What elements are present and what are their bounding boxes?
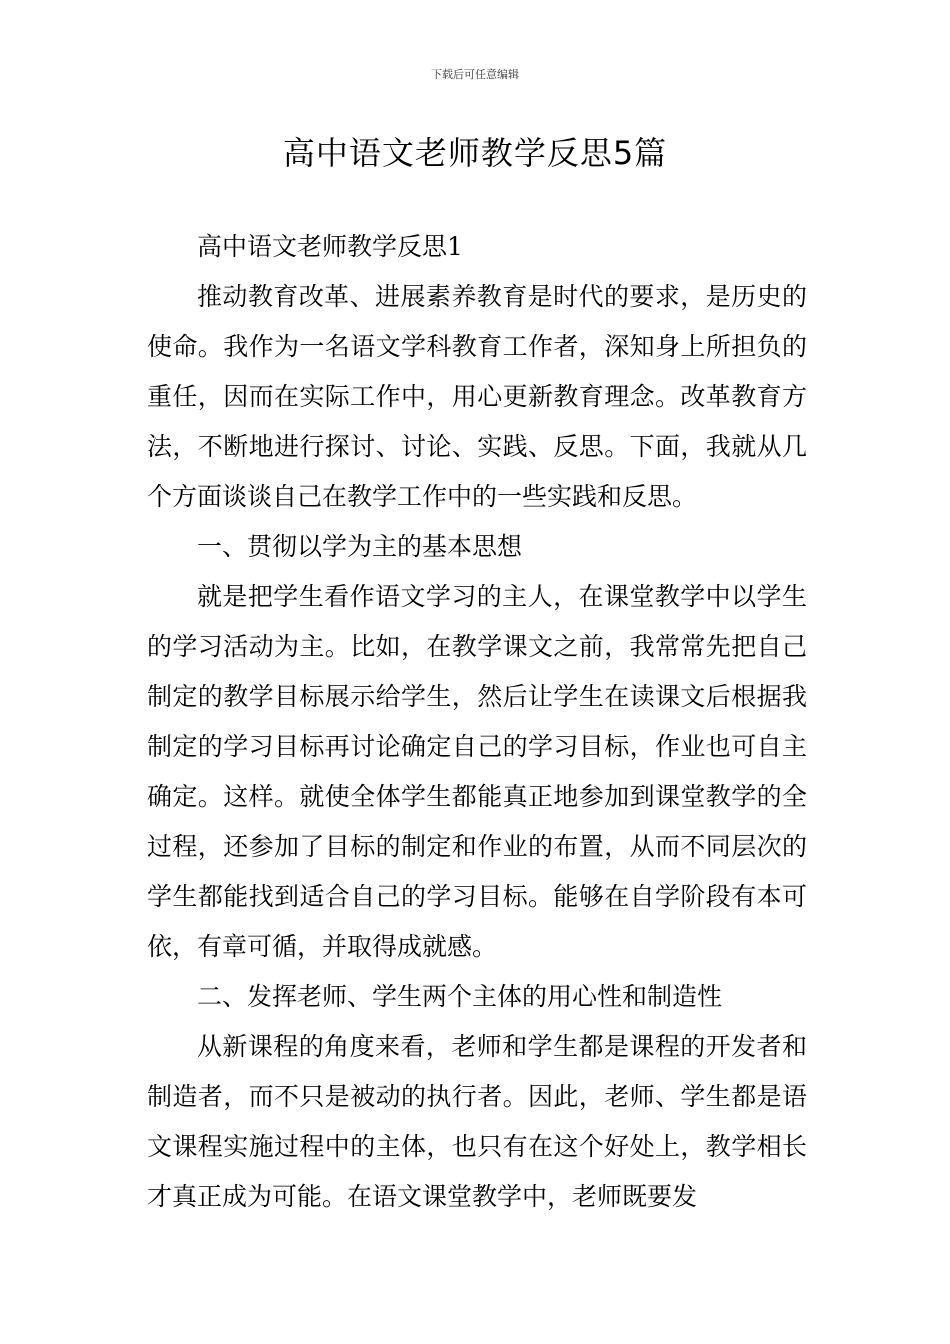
paragraph-point-2: 从新课程的角度来看，老师和学生都是课程的开发者和制造者，而不只是被动的执行者。因此，老师、学生都是语文课程实施过程中的主体，也只有在这个好处上，教学相长才真正成为可能。在语文课堂教学中，老师既要发 [147,1032,807,1211]
paragraph-point-1: 就是把学生看作语文学习的主人，在课堂教学中以学生的学习活动为主。比如，在教学课文之前，我常常先把自己制定的教学目标展示给学生，然后让学生在读课文后根据我制定的学习目标再讨论确定自己的学习目标，作业也可自主确定。这样。就使全体学生都能真正地参加到课堂教学的全过程，还参加了目标的制定和作业的布置，从而不同层次的学生都能找到适合自己的学习目标。能够在自学阶段有本可依，有章可循，并取得成就感。 [147,582,807,961]
document-title: 高中语文老师教学反思5篇 [282,134,668,172]
section-heading-1: 高中语文老师教学反思1 [197,232,463,261]
section-heading-point-1: 一、贯彻以学为主的基本思想 [197,532,523,561]
header-note: 下载后可任意编辑 [431,68,519,81]
section-heading-point-2: 二、发挥老师、学生两个主体的用心性和制造性 [197,982,723,1011]
paragraph-intro: 推动教育改革、进展素养教育是时代的要求，是历史的使命。我作为一名语文学科教育工作者，深知身上所担负的重任，因而在实际工作中，用心更新教育理念。改革教育方法，不断地进行探讨、讨论、实践、反思。下面，我就从几个方面谈谈自己在教学工作中的一些实践和反思。 [147,282,807,511]
document-body [147,222,807,1222]
